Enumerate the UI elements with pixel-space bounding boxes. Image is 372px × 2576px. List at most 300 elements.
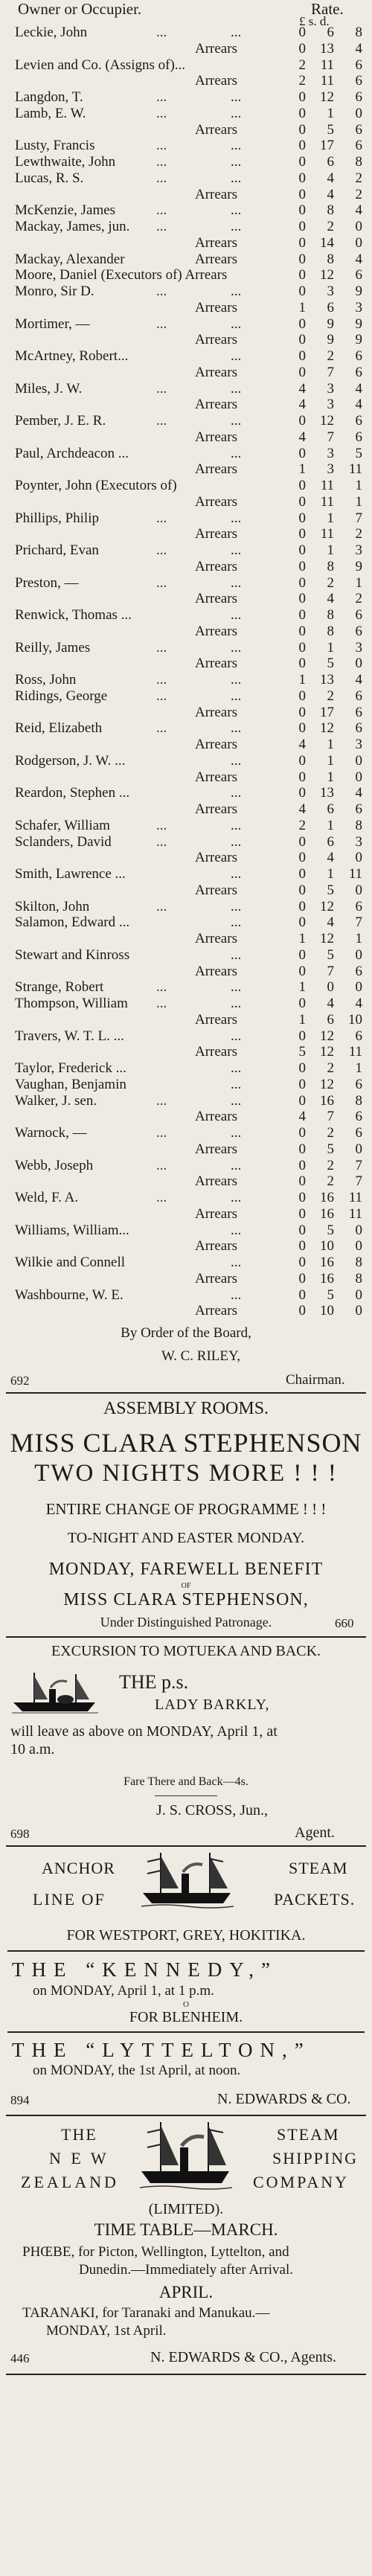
arrears-label: ... [231,914,242,931]
table-row [0,106,372,122]
arrears-label: ... [231,720,242,737]
pence-value: 9 [355,315,362,332]
arrears-label: Arrears [195,1109,237,1125]
leader-dots: ... [156,413,167,429]
leader-dots: ... [156,89,167,105]
pence-value: 6 [355,801,362,817]
arrears-label: ... [231,25,242,40]
excursion-heading: EXCURSION TO MOTUEKA AND BACK. [51,1643,321,1659]
arrears-label: ... [231,219,242,234]
programme-line: ENTIRE CHANGE OF PROGRAMME ! ! ! [45,1500,327,1518]
ornament: O [183,2000,189,2009]
arrears-label: ... [231,89,242,105]
shillings-value: 17 [320,138,334,154]
taranaki-line: TARANAKI, for Taranaki and Manukau.— [22,2305,270,2321]
shillings-value: 6 [327,801,334,817]
pounds-value: 0 [298,866,306,882]
pounds-value: 0 [298,526,306,542]
shillings-value: 8 [327,607,334,623]
steamship-icon [12,1670,98,1720]
shillings-value: 11 [320,478,334,493]
pounds-value: 0 [298,1255,306,1270]
nzs-agents: N. EDWARDS & CO., Agents. [150,2349,337,2365]
arrears-label: ... [231,1092,242,1109]
ratepayer-name: Lucas, R. S. [15,170,84,186]
ratepayer-name: Webb, Joseph [15,1157,94,1173]
pounds-value: 0 [298,234,306,251]
shillings-value: 1 [327,542,334,558]
pence-value: 7 [355,1157,362,1173]
pence-value: 3 [355,833,362,850]
shillings-value: 11 [320,57,334,73]
arrears-label: Arrears [195,332,237,348]
ratepayer-name: Moore, Daniel (Executors of) Arrears [15,267,228,283]
pence-value: 0 [355,1287,362,1303]
arrears-label: Arrears [195,364,237,380]
timetable-heading: TIME TABLE—MARCH. [94,2220,278,2239]
ratepayer-name: McKenzie, James [15,202,116,219]
ratepayer-name: Sclanders, David [15,833,112,850]
pounds-value: 4 [298,801,306,817]
arrears-label: ... [231,1287,242,1303]
advert-number: 692 [10,1374,30,1388]
arrears-label: ... [231,574,242,591]
table-row [0,801,372,818]
pence-value: 6 [355,688,362,704]
dates-line: TO-NIGHT AND EASTER MONDAY. [67,1530,305,1546]
lyttelton-heading: THE “LYTTELTON,” [12,2039,311,2061]
shillings-value: 5 [327,121,334,138]
pence-value: 0 [355,946,362,963]
table-row [0,283,372,300]
pence-value: 4 [355,672,362,688]
shillings-value: 5 [327,1141,334,1157]
arrears-label: Arrears [195,1044,237,1060]
shillings-value: 13 [320,672,334,688]
shillings-value: 12 [320,267,334,283]
table-row [0,1141,372,1158]
pounds-value: 4 [298,380,306,397]
shillings-value: 16 [320,1190,334,1205]
pounds-value: 0 [298,1270,306,1287]
pounds-value: 0 [298,898,306,914]
table-row [0,122,372,138]
pence-value: 0 [355,234,362,251]
pounds-value: 1 [298,931,306,946]
ratepayer-name: Walker, J. sen. [15,1092,97,1109]
ratepayer-name: Thompson, William [15,996,128,1011]
table-row [0,219,372,235]
table-row [0,154,372,170]
leader-dots: ... [156,202,167,219]
pounds-value: 1 [298,461,306,478]
arrears-label: ... [231,380,242,397]
table-row [0,964,372,980]
table-row [0,591,372,607]
pounds-value: 0 [298,154,306,170]
arrears-label: ... [231,639,242,656]
kennedy-sailing: on MONDAY, April 1, at 1 p.m. [33,1983,214,1999]
pence-value: 4 [355,40,362,57]
pence-value: 0 [355,1238,362,1255]
pounds-value: 0 [298,639,306,656]
shillings-value: 2 [327,219,334,234]
shillings-value: 6 [327,299,334,315]
pence-value: 6 [355,89,362,105]
arrears-label: Arrears [195,251,237,267]
table-row [0,429,372,446]
table-row [0,461,372,478]
pounds-value: 0 [298,1157,306,1173]
pence-value: 4 [355,380,362,397]
pounds-value: 0 [298,1205,306,1222]
shillings-value: 4 [327,914,334,931]
pounds-value: 0 [298,785,306,801]
shillings-value: 11 [320,73,334,89]
shillings-value: 13 [320,40,334,57]
line-of-label: LINE OF [33,1890,106,1909]
table-row [0,348,372,365]
pence-value: 8 [355,25,362,40]
shillings-value: 8 [327,558,334,574]
patronage-line: Under Distinguished Patronage. [100,1615,272,1630]
divider [6,1636,366,1638]
pence-value: 10 [348,1011,362,1028]
table-row [0,300,372,316]
shillings-value: 1 [327,510,334,526]
of-line: OF [181,1582,191,1590]
pounds-value: 0 [298,1287,306,1303]
shillings-value: 5 [327,656,334,672]
table-row [0,187,372,203]
pence-value: 0 [355,752,362,769]
leader-dots: ... [156,817,167,833]
pence-value: 9 [355,332,362,348]
table-row [0,688,372,705]
pence-value: 7 [355,1173,362,1190]
shillings-value: 7 [327,429,334,445]
shillings-value: 4 [327,186,334,202]
shillings-value: 16 [320,1270,334,1287]
ratepayer-name: Ridings, George [15,688,108,704]
arrears-label: Arrears [195,397,237,413]
arrears-label: ... [231,866,242,882]
shillings-value: 16 [320,1092,334,1109]
leader-dots: ... [156,542,167,558]
table-row [0,914,372,931]
table-row [0,251,372,268]
arrears-label: ... [231,1076,242,1092]
arrears-label: Arrears [195,186,237,202]
ratepayer-name: Pember, J. E. R. [15,413,106,429]
ratepayer-name: Smith, Lawrence ... [15,866,126,882]
pence-value: 6 [355,348,362,364]
pence-value: 0 [355,850,362,866]
arrears-label: ... [231,1157,242,1173]
leader-dots: ... [156,574,167,591]
shillings-value: 7 [327,1109,334,1125]
pounds-value: 0 [298,882,306,898]
ratepayer-name: Travers, W. T. L. ... [15,1028,124,1044]
table-row [0,559,372,575]
pence-value: 8 [355,154,362,170]
pounds-value: 0 [298,1060,306,1076]
assembly-heading: ASSEMBLY ROOMS. [103,1399,269,1418]
arrears-label: ... [231,833,242,850]
arrears-label: Arrears [195,591,237,607]
pounds-value: 0 [298,1141,306,1157]
pounds-value: 0 [298,170,306,186]
shillings-value: 5 [327,1222,334,1238]
leader-dots: ... [156,170,167,186]
fare-line: Fare There and Back—4s. [124,1775,248,1788]
table-row [0,705,372,721]
arrears-label: Arrears [195,963,237,979]
shillings-value: 2 [327,1173,334,1190]
table-row [0,575,372,592]
arrears-label: Arrears [195,1238,237,1255]
arrears-label: ... [231,105,242,121]
departure-line: will leave as above on MONDAY, April 1, at [10,1723,278,1740]
shillings-value: 13 [320,785,334,801]
divider [7,2031,365,2033]
table-row [0,656,372,672]
pounds-value: 1 [298,1011,306,1028]
table-row [0,737,372,753]
pounds-value: 0 [298,963,306,979]
shillings-value: 6 [327,25,334,40]
pence-value: 6 [355,704,362,720]
shillings-value: 1 [327,752,334,769]
leader-dots: ... [156,25,167,40]
leader-dots: ... [156,105,167,121]
divider [6,1845,366,1847]
pounds-value: 0 [298,1190,306,1205]
anchor-agents: N. EDWARDS & CO. [217,2091,351,2107]
pounds-value: 0 [298,348,306,364]
shillings-value: 3 [327,380,334,397]
ratepayer-name: Rodgerson, J. W. ... [15,752,126,769]
shillings-value: 7 [327,364,334,380]
arrears-label: Arrears [195,704,237,720]
arrears-label: Arrears [195,656,237,672]
ratepayer-name: Renwick, Thomas ... [15,607,132,623]
arrears-label: ... [231,542,242,558]
divider [6,1392,366,1394]
table-row [0,1060,372,1077]
shillings-value: 6 [327,154,334,170]
table-row [0,1190,372,1206]
arrears-label: ... [231,1190,242,1205]
pounds-value: 0 [298,833,306,850]
pounds-value: 0 [298,1173,306,1190]
nzs-steam: STEAM [277,2125,340,2144]
pounds-value: 0 [298,591,306,607]
pence-value: 0 [355,656,362,672]
ratepayer-name: Levien and Co. (Assigns of)... [15,57,186,73]
arrears-label: ... [231,445,242,461]
pounds-value: 0 [298,1125,306,1141]
pence-value: 1 [355,574,362,591]
departure-time: 10 a.m. [10,1741,55,1758]
pounds-value: 0 [298,283,306,299]
table-row [0,785,372,801]
star-name: MISS CLARA STEPHENSON [10,1428,362,1458]
shillings-value: 2 [327,1125,334,1141]
table-row [0,89,372,106]
pounds-value: 0 [298,251,306,267]
ratepayer-name: Salamon, Edward ... [15,914,130,931]
table-row [0,834,372,850]
shillings-value: 5 [327,1287,334,1303]
shillings-value: 16 [320,1255,334,1270]
pounds-value: 0 [298,752,306,769]
pence-value: 1 [355,478,362,493]
arrears-label: Arrears [195,526,237,542]
table-row [0,381,372,397]
table-row [0,1109,372,1125]
table-row [0,947,372,964]
phoebe-line: PHŒBE, for Picton, Wellington, Lyttelton, and [22,2244,289,2260]
arrears-label: Arrears [195,73,237,89]
pounds-value: 0 [298,186,306,202]
agent-name: J. S. CROSS, Jun., [155,1802,269,1819]
agent-title: Agent. [295,1824,335,1841]
pence-value: 4 [355,996,362,1011]
pounds-value: 0 [298,542,306,558]
ratepayer-name: Phillips, Philip [15,510,99,526]
table-row [0,899,372,915]
table-row [0,542,372,559]
pence-value: 7 [355,914,362,931]
table-header [0,0,372,28]
blenheim-line: FOR BLENHEIM. [129,2009,243,2025]
ratepayer-name: Taylor, Frederick ... [15,1060,126,1076]
vessel-intro: THE p.s. [119,1671,189,1693]
pence-value: 6 [355,1076,362,1092]
benefit-line: MONDAY, FAREWELL BENEFIT [48,1560,324,1579]
table-row [0,720,372,737]
table-row [0,397,372,413]
ratepayer-name: Reid, Elizabeth [15,720,103,737]
ratepayer-name: Leckie, John [15,25,88,40]
pence-value: 0 [355,979,362,996]
pence-value: 6 [355,963,362,979]
arrears-label: Arrears [195,121,237,138]
leader-dots: ... [156,898,167,914]
pounds-value: 0 [298,704,306,720]
ratepayer-name: Preston, — [15,574,79,591]
leader-dots: ... [156,1190,167,1205]
advert-number: 660 [335,1616,354,1630]
pence-value: 6 [355,267,362,283]
pence-value: 1 [355,1060,362,1076]
pence-value: 4 [355,397,362,413]
shillings-value: 12 [320,931,334,946]
shillings-value: 8 [327,202,334,219]
pounds-value: 0 [298,623,306,639]
shillings-value: 12 [320,1028,334,1044]
pence-value: 6 [355,607,362,623]
table-row [0,769,372,786]
table-row [0,1012,372,1028]
pounds-value: 1 [298,299,306,315]
arrears-label: Arrears [195,850,237,866]
pounds-value: 0 [298,332,306,348]
table-row [0,316,372,333]
pounds-value: 0 [298,914,306,931]
arrears-label: Arrears [195,429,237,445]
benefit-name: MISS CLARA STEPHENSON, [63,1590,309,1609]
nzs-shipping: SHIPPING [272,2149,359,2168]
table-row [0,672,372,688]
pence-value: 9 [355,558,362,574]
arrears-label: Arrears [195,1205,237,1222]
pence-value: 4 [355,251,362,267]
arrears-label: ... [231,785,242,801]
table-row [0,818,372,834]
shillings-value: 2 [327,574,334,591]
table-row [0,57,372,74]
pence-value: 6 [355,1125,362,1141]
pence-value: 8 [355,1092,362,1109]
phoebe-line-2: Dunedin.—Immediately after Arrival. [78,2262,294,2278]
shillings-value: 7 [327,963,334,979]
shillings-value: 12 [320,1076,334,1092]
table-row [0,365,372,381]
arrears-label: ... [231,315,242,332]
advert-number: 698 [10,1827,30,1841]
ratepayer-name: Williams, William... [15,1222,129,1238]
pounds-value: 0 [298,558,306,574]
pence-value: 4 [355,785,362,801]
table-row [0,170,372,187]
board-title: Chairman. [286,1372,345,1388]
table-row [0,1044,372,1060]
shillings-value: 1 [327,769,334,785]
arrears-label: ... [231,898,242,914]
pounds-value: 0 [298,267,306,283]
table-row [0,1271,372,1287]
ratepayer-name: Strange, Robert [15,979,104,996]
arrears-label: ... [231,348,242,364]
pounds-value: 0 [298,202,306,219]
ratepayer-name: McArtney, Robert... [15,348,129,364]
pounds-value: 0 [298,493,306,510]
table-row [0,996,372,1012]
pence-value: 3 [355,737,362,752]
pence-value: 4 [355,202,362,219]
ratepayer-name: Monro, Sir D. [15,283,94,299]
arrears-label: ... [231,283,242,299]
ratepayer-name: Langdon, T. [15,89,83,105]
shillings-value: 17 [320,704,334,720]
ratepayer-name: Reardon, Stephen ... [15,785,130,801]
ratepayer-name: Vaughan, Benjamin [15,1076,126,1092]
ratepayer-name: Lamb, E. W. [15,105,86,121]
pence-value: 2 [355,186,362,202]
ratepayer-name: Mackay, James, jun. [15,219,130,234]
packets-label: PACKETS. [274,1890,356,1909]
pounds-value: 4 [298,397,306,413]
shillings-value: 11 [320,526,334,542]
leader-dots: ... [156,283,167,299]
table-row [0,1028,372,1045]
pounds-value: 0 [298,510,306,526]
table-row [0,73,372,89]
divider [6,2115,366,2116]
pence-value: 9 [355,283,362,299]
